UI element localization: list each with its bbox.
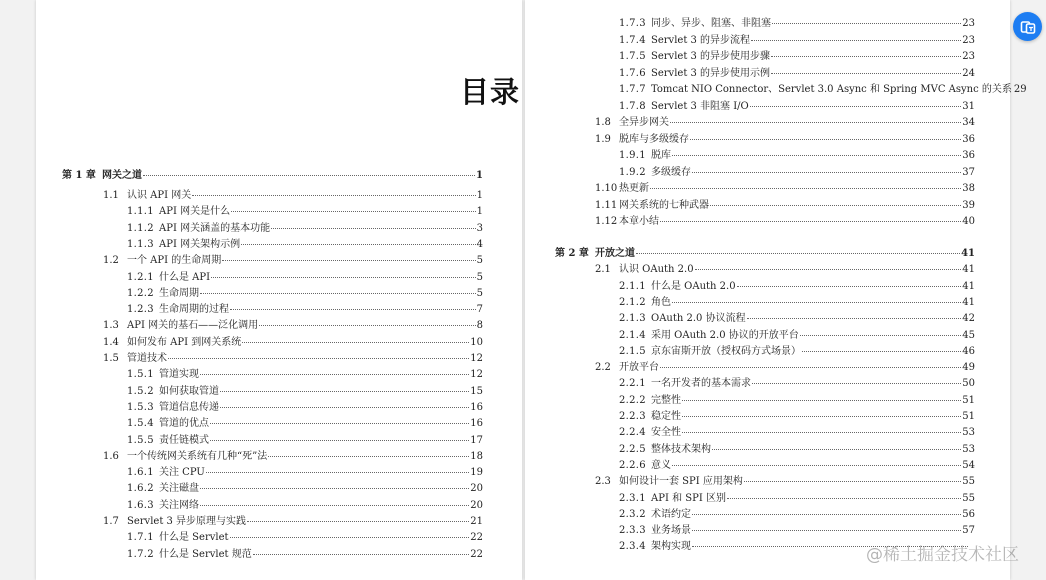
toc-entry-section[interactable] — [595, 360, 975, 375]
toc-number: 第 1 章 — [62, 170, 96, 181]
toc-text: 意义 — [651, 459, 671, 471]
dot-leader — [744, 481, 961, 482]
toc-number: 1.1.3 — [127, 238, 154, 250]
toc-number: 2.2.2 — [619, 394, 646, 406]
toc-number: 1.5.5 — [127, 434, 154, 446]
toc-entry-section[interactable] — [103, 514, 483, 529]
toc-entry-section[interactable] — [595, 474, 975, 489]
toc-number: 2.1.3 — [619, 313, 646, 325]
toc-page-number: 23 — [962, 18, 975, 29]
toc-number: 1.8 — [595, 117, 611, 128]
dot-leader — [271, 228, 476, 229]
toc-number: 2.2.6 — [619, 459, 646, 471]
toc-number: 1.1 — [103, 190, 119, 201]
toc-text: 管道信息传递 — [159, 401, 219, 413]
dot-leader — [200, 374, 469, 375]
toc-text: API 网关的基石——泛化调用 — [127, 320, 259, 332]
toc-text: 什么是 Servlet — [159, 532, 229, 544]
toc-page-number: 34 — [962, 117, 975, 128]
toc-page-number: 8 — [476, 320, 483, 332]
toc-text: API 网关涵盖的基本功能 — [159, 222, 271, 234]
toc-text: 多级缓存 — [651, 166, 691, 178]
dot-leader — [242, 342, 469, 343]
toc-entry-sub[interactable] — [619, 148, 975, 163]
toc-entry-sub[interactable] — [619, 16, 975, 31]
toc-number: 1.7.7 — [619, 84, 646, 95]
toc-number: 1.5.2 — [127, 385, 154, 397]
toc-number: 1.1.2 — [127, 222, 154, 234]
dot-leader — [670, 122, 961, 123]
toc-text: 什么是 Servlet 规范 — [159, 548, 252, 560]
toc-page-number: 17 — [470, 434, 483, 446]
toc-page-number: 15 — [470, 385, 483, 397]
toc-page-number: 16 — [470, 401, 483, 413]
toc-page-number: 56 — [962, 508, 975, 520]
toc-number: 2.2.1 — [619, 378, 646, 390]
toc-page-number: 16 — [470, 418, 483, 430]
toc-number: 1.5 — [103, 353, 119, 364]
toc-entry-sub[interactable] — [619, 523, 975, 538]
toc-text: 如何设计一套 SPI 应用架构 — [619, 476, 743, 488]
dot-leader — [752, 383, 961, 384]
toc-entry-section[interactable] — [103, 335, 483, 350]
dot-leader — [192, 195, 475, 196]
toc-number: 2.1.1 — [619, 280, 646, 292]
toc-page-number: 10 — [470, 336, 483, 348]
toc-number: 1.7.5 — [619, 51, 646, 62]
toc-page-number: 21 — [470, 516, 483, 527]
toc-entry-section[interactable] — [595, 262, 975, 277]
toc-text: 全异步网关 — [619, 117, 669, 128]
toc-entry-sub[interactable] — [127, 481, 483, 496]
toc-entry-sub[interactable] — [127, 237, 483, 252]
toc-page-number: 39 — [962, 199, 975, 211]
toc-number: 2.2.3 — [619, 411, 646, 422]
toc-page-number: 22 — [470, 548, 483, 560]
dot-leader — [241, 244, 476, 245]
toc-text: 管道技术 — [127, 353, 167, 364]
toc-entry-sub[interactable] — [127, 286, 483, 301]
toc-number: 1.2 — [103, 255, 119, 267]
dot-leader — [268, 456, 469, 457]
dot-leader — [750, 106, 962, 107]
toc-page-number: 41 — [962, 296, 975, 308]
dot-leader — [751, 40, 961, 41]
toc-number: 2.3 — [595, 476, 611, 488]
toc-entry-sub[interactable] — [619, 165, 975, 180]
toc-entry-sub[interactable] — [619, 279, 975, 294]
toc-entry-sub[interactable] — [619, 425, 975, 440]
toc-text: 稳定性 — [651, 411, 681, 422]
toc-number: 1.9.1 — [619, 150, 646, 161]
toc-page-number: 49 — [962, 362, 975, 374]
dot-leader — [800, 335, 962, 336]
toc-page-number: 41 — [961, 248, 975, 259]
toc-text: Servlet 3 的异步使用示例 — [651, 67, 771, 79]
dot-leader — [230, 537, 470, 538]
toc-number: 2.3.4 — [619, 541, 646, 553]
toc-number: 1.6.1 — [127, 467, 154, 479]
dot-leader — [672, 155, 961, 156]
toc-text: 网关之道 — [102, 170, 142, 181]
toc-number: 1.9 — [595, 133, 611, 145]
toc-text: 同步、异步、阻塞、非阻塞 — [651, 18, 771, 29]
toc-number: 1.6 — [103, 450, 119, 462]
toc-entry-sub[interactable] — [619, 491, 975, 506]
toc-entry-sub[interactable] — [619, 311, 975, 326]
toc-page-number: 4 — [476, 238, 483, 250]
dot-leader — [772, 23, 961, 24]
toc-page-number: 29 — [1013, 84, 1027, 95]
dot-leader — [247, 521, 469, 522]
toc-text: 开放之道 — [595, 248, 635, 259]
toc-entry-sub[interactable] — [619, 33, 975, 48]
toc-text: 一名开发者的基本需求 — [651, 378, 751, 390]
toc-page-number: 20 — [470, 499, 483, 511]
toc-page-number: 46 — [962, 345, 975, 357]
toc-entry-sub[interactable] — [619, 295, 975, 310]
toc-text: 关注磁盘 — [159, 483, 199, 495]
dot-leader — [168, 358, 469, 359]
toc-page-number: 41 — [962, 280, 975, 292]
toc-entry-sub[interactable] — [619, 376, 975, 391]
toc-text: Tomcat NIO Connector、Servlet 3.0 Async 和 Spring MVC Async 的关系 — [651, 84, 1012, 95]
toc-entry-sub[interactable] — [619, 458, 975, 473]
toc-entry-sub[interactable] — [127, 302, 483, 317]
toc-text: 认识 API 网关 — [127, 190, 192, 201]
dot-leader — [220, 407, 469, 408]
dot-leader — [771, 73, 961, 74]
toc-text: Servlet 3 异步原理与实践 — [127, 516, 247, 527]
toc-page-number: 50 — [962, 378, 975, 390]
toc-text: 如何获取管道 — [159, 385, 219, 397]
toc-text: 生命周期的过程 — [159, 304, 229, 316]
toc-entry-sub[interactable] — [619, 344, 975, 359]
toc-text: 什么是 API — [159, 271, 211, 283]
toc-number: 1.6.2 — [127, 483, 154, 495]
toc-number: 1.3 — [103, 320, 119, 332]
toc-text: Servlet 3 非阻塞 I/O — [651, 100, 749, 112]
toc-text: 网关系统的七种武器 — [619, 199, 709, 211]
toc-text: 角色 — [651, 296, 671, 308]
toc-entry-section[interactable] — [595, 181, 975, 196]
dot-leader — [143, 175, 475, 176]
toc-entry-section[interactable] — [595, 132, 975, 147]
toc-number: 1.6.3 — [127, 499, 154, 511]
toc-page-number: 1 — [476, 206, 483, 218]
toc-page-number: 24 — [962, 67, 975, 79]
toc-text: 责任链模式 — [159, 434, 209, 446]
toc-text: Servlet 3 的异步流程 — [651, 34, 751, 46]
toc-page-number: 5 — [476, 287, 483, 299]
toc-text: API 网关架构示例 — [159, 238, 241, 250]
toc-entry-sub[interactable] — [619, 66, 975, 81]
dot-leader — [211, 277, 476, 278]
toc-entry-sub[interactable] — [127, 416, 483, 431]
toc-page-number: 36 — [962, 133, 975, 145]
dot-leader — [692, 530, 961, 531]
toc-number: 1.7.3 — [619, 18, 646, 29]
dot-leader — [682, 416, 961, 417]
toc-text: 术语约定 — [651, 508, 691, 520]
dot-leader — [682, 400, 961, 401]
toc-text: 开放平台 — [619, 362, 659, 374]
toc-text: 架构实现 — [651, 541, 691, 553]
toc-page-number: 7 — [476, 304, 483, 316]
toc-page-number: 40 — [962, 216, 975, 227]
toc-page-number: 5 — [476, 255, 483, 267]
toc-page-number: 19 — [470, 467, 483, 479]
toc-entry-sub[interactable] — [619, 409, 975, 424]
dot-leader — [210, 440, 469, 441]
dot-leader — [710, 205, 961, 206]
toc-text: 京东宙斯开放（授权码方式场景） — [651, 345, 801, 357]
toc-number: 1.4 — [103, 336, 119, 348]
watermark: @稀土掘金技术社区 — [866, 545, 1019, 565]
toc-text: 完整性 — [651, 394, 681, 406]
dot-leader — [650, 188, 961, 189]
toc-text: 管道实现 — [159, 369, 199, 381]
dot-leader — [692, 514, 961, 515]
dot-leader — [682, 432, 961, 433]
toc-page-number: 51 — [962, 411, 975, 422]
toc-entry-sub[interactable] — [127, 547, 483, 562]
toc-text: 什么是 OAuth 2.0 — [651, 280, 736, 292]
toc-title: 目录 — [460, 75, 521, 109]
toc-text: 整体技术架构 — [651, 443, 711, 455]
toc-entry-sub[interactable] — [619, 328, 975, 343]
dot-leader — [695, 269, 962, 270]
toc-number: 1.11 — [595, 199, 618, 211]
toc-page-number: 18 — [470, 450, 483, 462]
toc-page-number: 36 — [962, 150, 975, 161]
toc-entry-section[interactable] — [595, 198, 975, 213]
toc-entry-sub[interactable] — [619, 99, 975, 114]
dot-leader — [737, 286, 962, 287]
toc-entry-sub[interactable] — [127, 221, 483, 236]
dot-leader — [672, 302, 961, 303]
toc-entry-sub[interactable] — [127, 530, 483, 545]
toc-entry-sub[interactable] — [127, 384, 483, 399]
toc-page-number: 1 — [476, 170, 483, 181]
toc-entry-sub[interactable] — [127, 498, 483, 513]
dot-leader — [200, 505, 469, 506]
dot-leader — [712, 449, 961, 450]
toc-number: 2.1 — [595, 264, 611, 276]
toc-text: 脱库与多级缓存 — [619, 133, 689, 145]
toc-page-number: 31 — [962, 100, 975, 112]
toc-text: OAuth 2.0 协议流程 — [651, 313, 746, 325]
toc-page-number: 12 — [470, 369, 483, 381]
toc-page-number: 55 — [962, 492, 975, 504]
toc-number: 2.3.2 — [619, 508, 646, 520]
toc-number: 1.7 — [103, 516, 119, 527]
toc-page-number: 12 — [470, 353, 483, 364]
toc-number: 1.10 — [595, 183, 618, 194]
toc-number: 1.7.2 — [127, 548, 154, 560]
toc-page-number: 37 — [962, 166, 975, 178]
translate-icon[interactable] — [1013, 12, 1042, 41]
dot-leader — [231, 211, 476, 212]
dot-leader — [802, 351, 961, 352]
dot-leader — [660, 221, 961, 222]
toc-page-number: 22 — [470, 532, 483, 544]
dot-leader — [220, 391, 469, 392]
toc-entry-section[interactable] — [595, 115, 975, 130]
dot-leader — [200, 293, 476, 294]
toc-entry-sub[interactable] — [127, 204, 483, 219]
toc-text: 关注 CPU — [159, 467, 205, 479]
toc-text: 一个传统网关系统有几种“死”法 — [127, 450, 268, 462]
dot-leader — [771, 56, 961, 57]
toc-entry-section[interactable] — [103, 351, 483, 366]
toc-text: 采用 OAuth 2.0 协议的开放平台 — [651, 329, 799, 341]
toc-text: 一个 API 的生命周期 — [127, 255, 222, 267]
toc-entry-sub[interactable] — [127, 465, 483, 480]
dot-leader — [747, 318, 962, 319]
toc-entry-sub[interactable] — [127, 270, 483, 285]
dot-leader — [206, 472, 469, 473]
toc-number: 2.1.2 — [619, 296, 646, 308]
dot-leader — [200, 488, 469, 489]
toc-text: 热更新 — [619, 183, 649, 194]
toc-entry-chapter[interactable] — [555, 246, 975, 261]
toc-number: 1.5.4 — [127, 418, 154, 430]
dot-leader — [636, 253, 960, 254]
toc-page-number: 3 — [476, 222, 483, 234]
toc-page-number: 20 — [470, 483, 483, 495]
toc-number: 1.9.2 — [619, 166, 646, 178]
toc-number: 1.12 — [595, 216, 618, 227]
toc-number: 2.1.5 — [619, 345, 646, 357]
toc-entry-sub[interactable] — [619, 442, 975, 457]
toc-page-number: 51 — [962, 394, 975, 406]
toc-text: API 和 SPI 区别 — [651, 492, 726, 504]
dot-leader — [692, 172, 961, 173]
toc-page-number: 45 — [962, 329, 975, 341]
dot-leader — [259, 325, 476, 326]
toc-number: 1.7.1 — [127, 532, 154, 544]
toc-entry-sub[interactable] — [619, 49, 975, 64]
toc-text: API 网关是什么 — [159, 206, 231, 218]
toc-number: 2.2.5 — [619, 443, 646, 455]
toc-page-number: 1 — [476, 190, 483, 201]
toc-number: 1.5.3 — [127, 401, 154, 413]
toc-entry-sub[interactable] — [127, 433, 483, 448]
toc-text: 如何发布 API 到网关系统 — [127, 336, 242, 348]
toc-page-number: 53 — [962, 427, 975, 439]
dot-leader — [253, 554, 470, 555]
toc-page-number: 23 — [962, 51, 975, 62]
toc-number: 第 2 章 — [555, 248, 589, 259]
toc-entry-section[interactable] — [103, 253, 483, 268]
toc-entry-sub[interactable] — [127, 400, 483, 415]
toc-number: 1.2.2 — [127, 287, 154, 299]
toc-number: 2.2.4 — [619, 427, 646, 439]
toc-text: 业务场景 — [651, 525, 691, 537]
toc-number: 2.3.3 — [619, 525, 646, 537]
toc-number: 2.2 — [595, 362, 611, 374]
toc-entry-chapter[interactable] — [62, 168, 483, 183]
toc-number: 1.2.1 — [127, 271, 154, 283]
toc-text: Servlet 3 的异步使用步骤 — [651, 51, 771, 62]
toc-text: 生命周期 — [159, 287, 199, 299]
toc-page-number: 5 — [476, 271, 483, 283]
toc-text: 管道的优点 — [159, 418, 209, 430]
toc-page-number: 54 — [962, 459, 975, 471]
toc-entry-section[interactable] — [595, 214, 975, 229]
toc-page-number: 41 — [962, 264, 975, 276]
toc-text: 关注网络 — [159, 499, 199, 511]
toc-text: 本章小结 — [619, 216, 659, 227]
toc-entry-sub[interactable] — [619, 393, 975, 408]
toc-number: 1.1.1 — [127, 206, 154, 218]
toc-number: 1.7.6 — [619, 67, 646, 79]
toc-entry-sub[interactable] — [619, 507, 975, 522]
toc-text: 脱库 — [651, 150, 671, 161]
toc-number: 1.5.1 — [127, 369, 154, 381]
toc-text: 安全性 — [651, 427, 681, 439]
toc-page-number: 38 — [962, 183, 975, 194]
toc-text: 认识 OAuth 2.0 — [619, 264, 694, 276]
toc-entry-section[interactable] — [103, 449, 483, 464]
right-page — [525, 0, 1027, 580]
dot-leader — [660, 367, 961, 368]
toc-number: 2.1.4 — [619, 329, 646, 341]
dot-leader — [222, 260, 475, 261]
toc-entry-sub[interactable] — [127, 367, 483, 382]
left-page — [36, 0, 522, 580]
toc-number: 1.7.8 — [619, 100, 646, 112]
toc-page-number: 57 — [962, 525, 975, 537]
toc-number: 2.3.1 — [619, 492, 646, 504]
dot-leader — [690, 139, 961, 140]
dot-leader — [672, 465, 961, 466]
dot-leader — [230, 309, 476, 310]
toc-entry-section[interactable] — [103, 188, 483, 203]
toc-number: 1.2.3 — [127, 304, 154, 316]
dot-leader — [727, 498, 961, 499]
dot-leader — [210, 423, 469, 424]
toc-page-number: 23 — [962, 34, 975, 46]
toc-page-number: 53 — [962, 443, 975, 455]
toc-page-number: 42 — [962, 313, 975, 325]
toc-entry-sub[interactable] — [619, 82, 1027, 97]
toc-entry-section[interactable] — [103, 318, 483, 333]
toc-number: 1.7.4 — [619, 34, 646, 46]
toc-page-number: 55 — [962, 476, 975, 488]
